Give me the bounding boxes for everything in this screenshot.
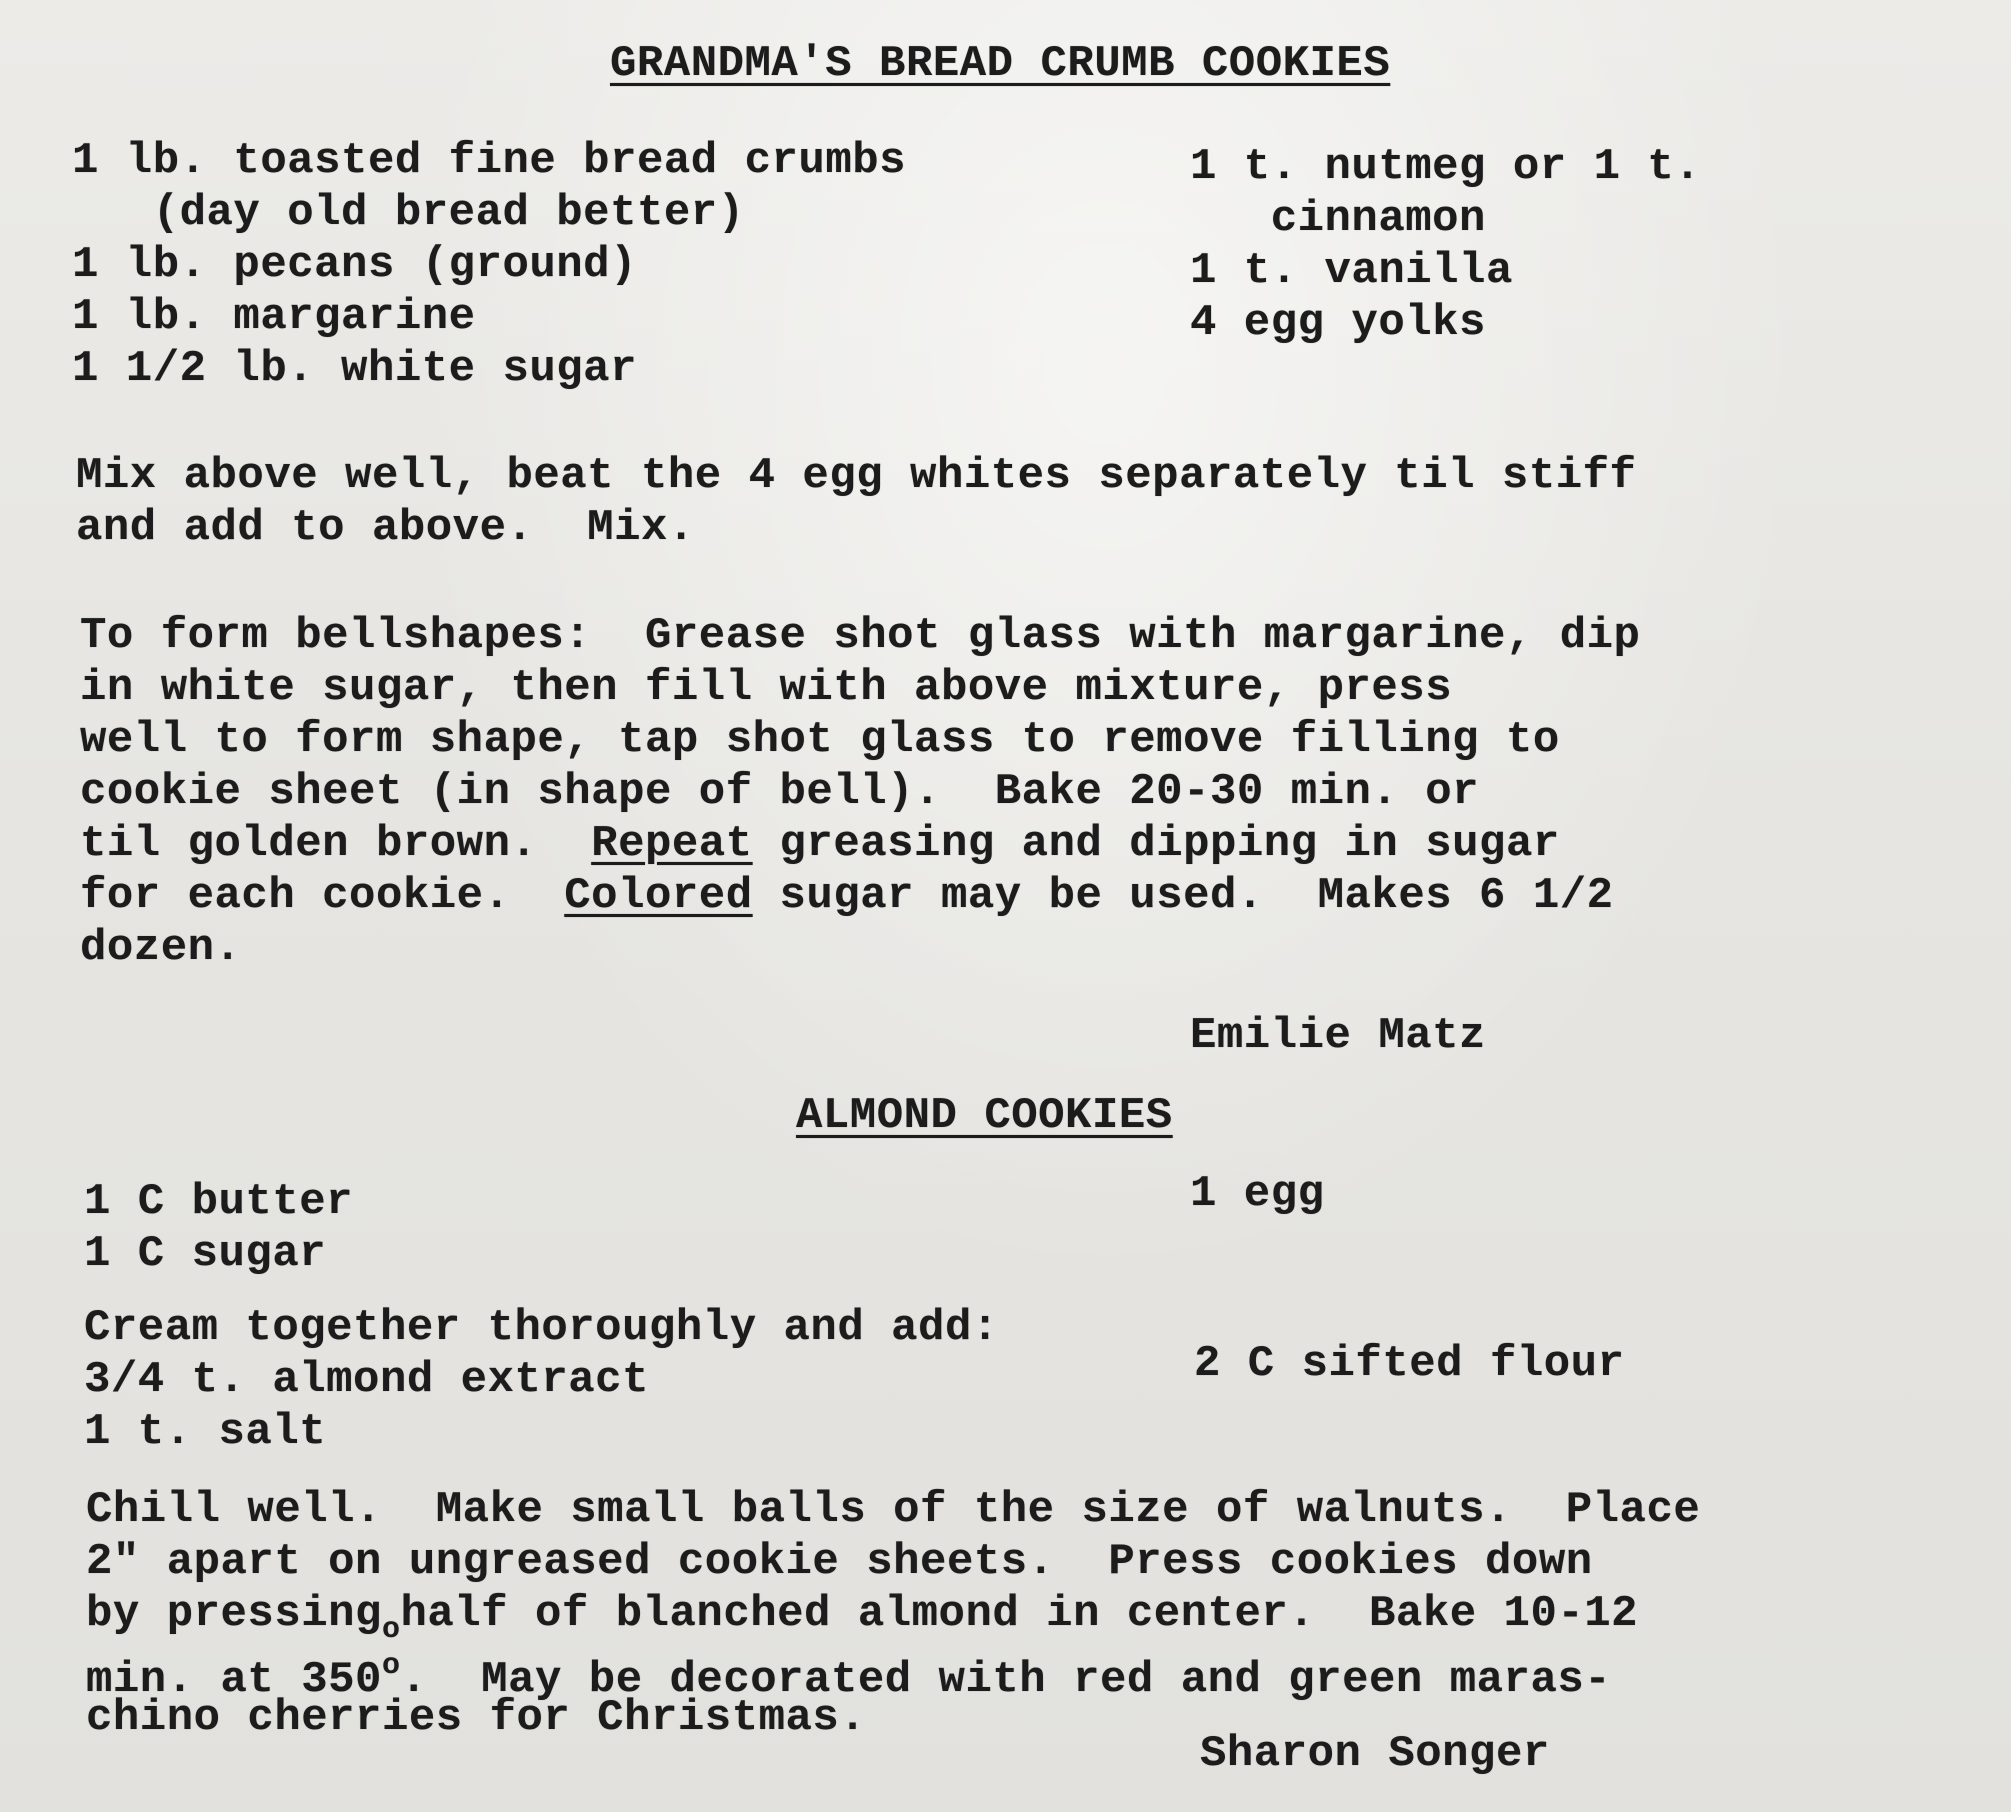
text-segment: half of blanched almond in center. Bake 10-12 bbox=[400, 1589, 1639, 1639]
text-segment: greasing and dipping in sugar bbox=[752, 819, 1560, 869]
degree-mark: o bbox=[381, 1649, 401, 1683]
recipe2-ingredient-left: 3/4 t. almond extract bbox=[84, 1355, 649, 1405]
recipe1-instruction-line bbox=[80, 818, 1560, 870]
recipe1-title: GRANDMA'S BREAD CRUMB COOKIES bbox=[610, 39, 1391, 89]
bleed-through-text bbox=[60, 0, 113, 52]
recipe2-ingredient-left: 1 C sugar bbox=[84, 1229, 327, 1279]
recipe1-instruction: To form bellshapes: Grease shot glass with margarine, dip bbox=[80, 611, 1641, 661]
recipe2-ingredient-left: 1 C butter bbox=[84, 1177, 354, 1227]
recipe1-ingredient-right: 1 t. nutmeg or 1 t. bbox=[1190, 142, 1702, 192]
text-segment: . May be decorated with red and green maras- bbox=[400, 1655, 1612, 1705]
recipe1-instruction: cookie sheet (in shape of bell). Bake 20-30 min. or bbox=[80, 767, 1480, 817]
recipe1-ingredient-right: cinnamon bbox=[1190, 194, 1486, 244]
recipe1-instruction: and add to above. Mix. bbox=[76, 503, 695, 553]
recipe1-ingredient-left: 1 lb. margarine bbox=[72, 292, 476, 342]
text-segment: sugar may be used. Makes 6 1/2 bbox=[752, 871, 1614, 921]
recipe2-cream-line: Cream together thoroughly and add: bbox=[84, 1303, 999, 1353]
recipe2-instruction: 2" apart on ungreased cookie sheets. Press cookies down bbox=[86, 1537, 1593, 1587]
recipe2-author: Sharon Songer bbox=[1200, 1729, 1550, 1779]
recipe1-author: Emilie Matz bbox=[1190, 1011, 1486, 1061]
recipe1-instruction-line bbox=[80, 870, 1614, 922]
recipe2-instruction: Chill well. Make small balls of the size of walnuts. Place bbox=[86, 1485, 1701, 1535]
underlined-word: Repeat bbox=[591, 819, 753, 869]
recipe2-instruction: chino cherries for Christmas. bbox=[86, 1693, 867, 1743]
recipe1-ingredient-left: 1 1/2 lb. white sugar bbox=[72, 344, 637, 394]
recipe1-instruction: well to form shape, tap shot glass to remove filling to bbox=[80, 715, 1560, 765]
stray-mark: o bbox=[381, 1613, 401, 1647]
recipe2-title: ALMOND COOKIES bbox=[796, 1091, 1173, 1141]
recipe1-instruction: dozen. bbox=[80, 923, 242, 973]
text-segment: by pressing bbox=[86, 1589, 382, 1639]
recipe1-ingredient-left: 1 lb. toasted fine bread crumbs bbox=[72, 136, 907, 186]
text-segment: min. at 350 bbox=[86, 1655, 382, 1705]
text-segment: til golden brown. bbox=[80, 819, 592, 869]
recipe1-ingredient-left: (day old bread better) bbox=[72, 188, 745, 238]
recipe2-ingredient-right: 2 C sifted flour bbox=[1194, 1339, 1625, 1389]
recipe2-ingredient-left: 1 t. salt bbox=[84, 1407, 327, 1457]
recipe1-ingredient-right: 1 t. vanilla bbox=[1190, 246, 1513, 296]
recipe2-ingredient-right: 1 egg bbox=[1190, 1169, 1325, 1219]
underlined-word: Colored bbox=[564, 871, 753, 921]
recipe1-ingredient-right: 4 egg yolks bbox=[1190, 298, 1486, 348]
recipe1-instruction: in white sugar, then fill with above mixture, press bbox=[80, 663, 1453, 713]
recipe1-ingredient-left: 1 lb. pecans (ground) bbox=[72, 240, 637, 290]
text-segment: for each cookie. bbox=[80, 871, 565, 921]
recipe1-instruction: Mix above well, beat the 4 egg whites separately til stiff bbox=[76, 451, 1637, 501]
